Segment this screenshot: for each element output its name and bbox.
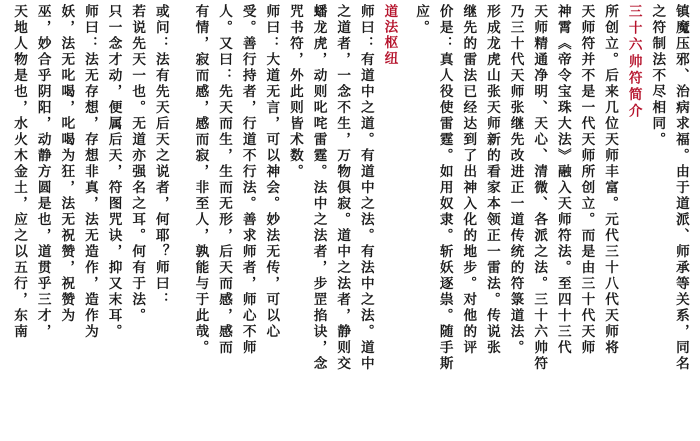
text-column-4: 所创立。后来几位天师丰富。元代三十八代天师将 [602,4,618,356]
text-column-16: 蟠龙虎，动则叱咤雷霆。法中之法者，步罡掐诀，念 [310,4,327,372]
text-column-11: 价是：真人役使雷霆。如用奴隶。斩妖逐祟。随手斯 [436,4,453,372]
text-column-5: 天师符并不是一代天师所创立。而是由三十代天师 [578,4,595,356]
text-column-19: 受。善行持者，行道不行法。善求师者，师心不师 [239,4,256,356]
text-column-24: 只一念才动，便属后天，符图咒诀，抑又末耳。 [105,4,122,340]
text-column-7: 天师精通净明、天心、清微、各派之法。三十六帅符 [531,4,548,372]
text-column-2: 之符制法不尽相同。 [649,4,666,148]
section-subheading: 道法枢纽 [381,4,398,67]
text-column-6: 神霄《帝令宝珠大法》融入天师符法。至四十三代 [554,4,571,356]
text-column-21: 有情，寂而感，感而寂，非至人，孰能与于此哉。 [192,4,209,356]
text-column-9: 形成龙虎山张天师新的看家本领正一雷法。传说张 [483,4,500,356]
text-column-15: 之道者，一念不生，万物俱寂。道中之法者，静则交 [334,4,351,372]
text-column-8: 乃三十代天师张继先改进正一道传统的符箓道法。 [507,4,524,356]
text-column-25: 师曰：法无存想，存想非真，法无造作，造作为 [81,4,98,340]
text-column-17: 咒书符，外此则皆术数。 [286,4,303,180]
text-column-22: 或问：法有先天后天之说者，何耶？师曰： [152,4,169,308]
text-column-10: 继先的雷法已经达到了出神入化的地步。对他的评 [460,4,477,356]
text-column-12: 应。 [413,4,429,36]
text-column-18: 师曰：大道无言，可以神会。妙法无传，可以心 [263,4,280,340]
text-column-27: 巫，妙合乎阴阳，动静方圆是也，道贯乎三才， [34,4,51,340]
text-column-20: 人。又曰：先天而生，生而无形，后天而感，感而 [216,4,232,356]
text-column-1: 镇魔压邪、治病求福。由于道派、师承等关系，同名 [672,4,689,372]
text-column-23: 若说先天一也。无道亦强名之耳。何有于法。 [129,4,146,324]
section-heading: 三十六帅符简介 [625,4,642,121]
text-column-28: 天地人物是也，水火木金土，应之以五行，东南 [11,4,27,340]
text-column-26: 妖，法无叱喝，叱喝为狂，法无祝赞，祝赞为 [58,4,75,324]
text-column-14: 师曰：有道中之道。有道中之法。有法中之法。道中 [357,4,374,372]
